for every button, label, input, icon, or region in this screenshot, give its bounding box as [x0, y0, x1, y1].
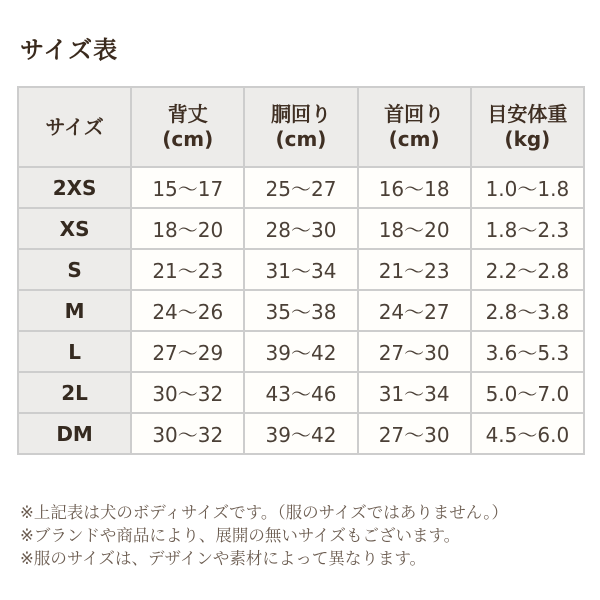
size-cell: S: [18, 249, 131, 290]
weight-cell: 1.8〜2.3: [471, 208, 584, 249]
column-header-size: [18, 87, 131, 167]
column-header-weight: [471, 87, 584, 167]
table-row-2xs: [18, 167, 584, 208]
back-length-cell: 30〜32: [131, 372, 244, 413]
footnotes: [20, 501, 585, 570]
back-length-cell: 21〜23: [131, 249, 244, 290]
girth-cell: 39〜42: [244, 413, 357, 454]
column-header-weight-label: 目安体重: [487, 102, 568, 126]
column-header-size-label: サイズ: [45, 114, 104, 139]
girth-cell: 31〜34: [244, 249, 357, 290]
back-length-cell: 27〜29: [131, 331, 244, 372]
column-header-girth-unit: (cm): [275, 127, 327, 151]
table-row-dm: [18, 413, 584, 454]
footnote-body-size: ※上記表は犬のボディサイズです。（服のサイズではありません。）: [20, 503, 509, 522]
weight-cell: 5.0〜7.0: [471, 372, 584, 413]
girth-cell: 35〜38: [244, 290, 357, 331]
column-header-girth-label: 胴回り: [270, 102, 331, 126]
size-cell: M: [18, 290, 131, 331]
back-length-cell: 30〜32: [131, 413, 244, 454]
header-row: [18, 87, 584, 167]
size-cell: XS: [18, 208, 131, 249]
girth-cell: 43〜46: [244, 372, 357, 413]
column-header-neck: [358, 87, 471, 167]
back-length-cell: 18〜20: [131, 208, 244, 249]
back-length-cell: 15〜17: [131, 167, 244, 208]
weight-cell: 1.0〜1.8: [471, 167, 584, 208]
neck-cell: 18〜20: [358, 208, 471, 249]
neck-cell: 24〜27: [358, 290, 471, 331]
girth-cell: 39〜42: [244, 331, 357, 372]
size-cell: 2L: [18, 372, 131, 413]
column-header-neck-label: 首回り: [384, 102, 445, 126]
neck-cell: 27〜30: [358, 331, 471, 372]
neck-cell: 21〜23: [358, 249, 471, 290]
girth-cell: 25〜27: [244, 167, 357, 208]
size-table-header: [18, 87, 584, 167]
column-header-neck-unit: (cm): [388, 127, 440, 151]
table-row-s: [18, 249, 584, 290]
weight-cell: 3.6〜5.3: [471, 331, 584, 372]
table-row-2l: [18, 372, 584, 413]
size-cell: L: [18, 331, 131, 372]
table-row-m: [18, 290, 584, 331]
weight-cell: 2.2〜2.8: [471, 249, 584, 290]
column-header-girth: [244, 87, 357, 167]
column-header-weight-unit: (kg): [504, 127, 551, 151]
weight-cell: 4.5〜6.0: [471, 413, 584, 454]
footnote-garment-size: ※服のサイズは、デザインや素材によって異なります。: [20, 549, 427, 568]
girth-cell: 28〜30: [244, 208, 357, 249]
size-cell: DM: [18, 413, 131, 454]
neck-cell: 31〜34: [358, 372, 471, 413]
table-row-l: [18, 331, 584, 372]
table-row-xs: [18, 208, 584, 249]
size-cell: 2XS: [18, 167, 131, 208]
back-length-cell: 24〜26: [131, 290, 244, 331]
size-table-body: [18, 167, 584, 454]
weight-cell: 2.8〜3.8: [471, 290, 584, 331]
column-header-back-length: [131, 87, 244, 167]
neck-cell: 27〜30: [358, 413, 471, 454]
column-header-back-length-label: 背丈: [167, 102, 208, 126]
footnote-availability: ※ブランドや商品により、展開の無いサイズもございます。: [20, 526, 461, 545]
page-title: サイズ表: [20, 36, 119, 64]
column-header-back-length-unit: (cm): [162, 127, 214, 151]
size-table: [17, 86, 585, 455]
neck-cell: 16〜18: [358, 167, 471, 208]
